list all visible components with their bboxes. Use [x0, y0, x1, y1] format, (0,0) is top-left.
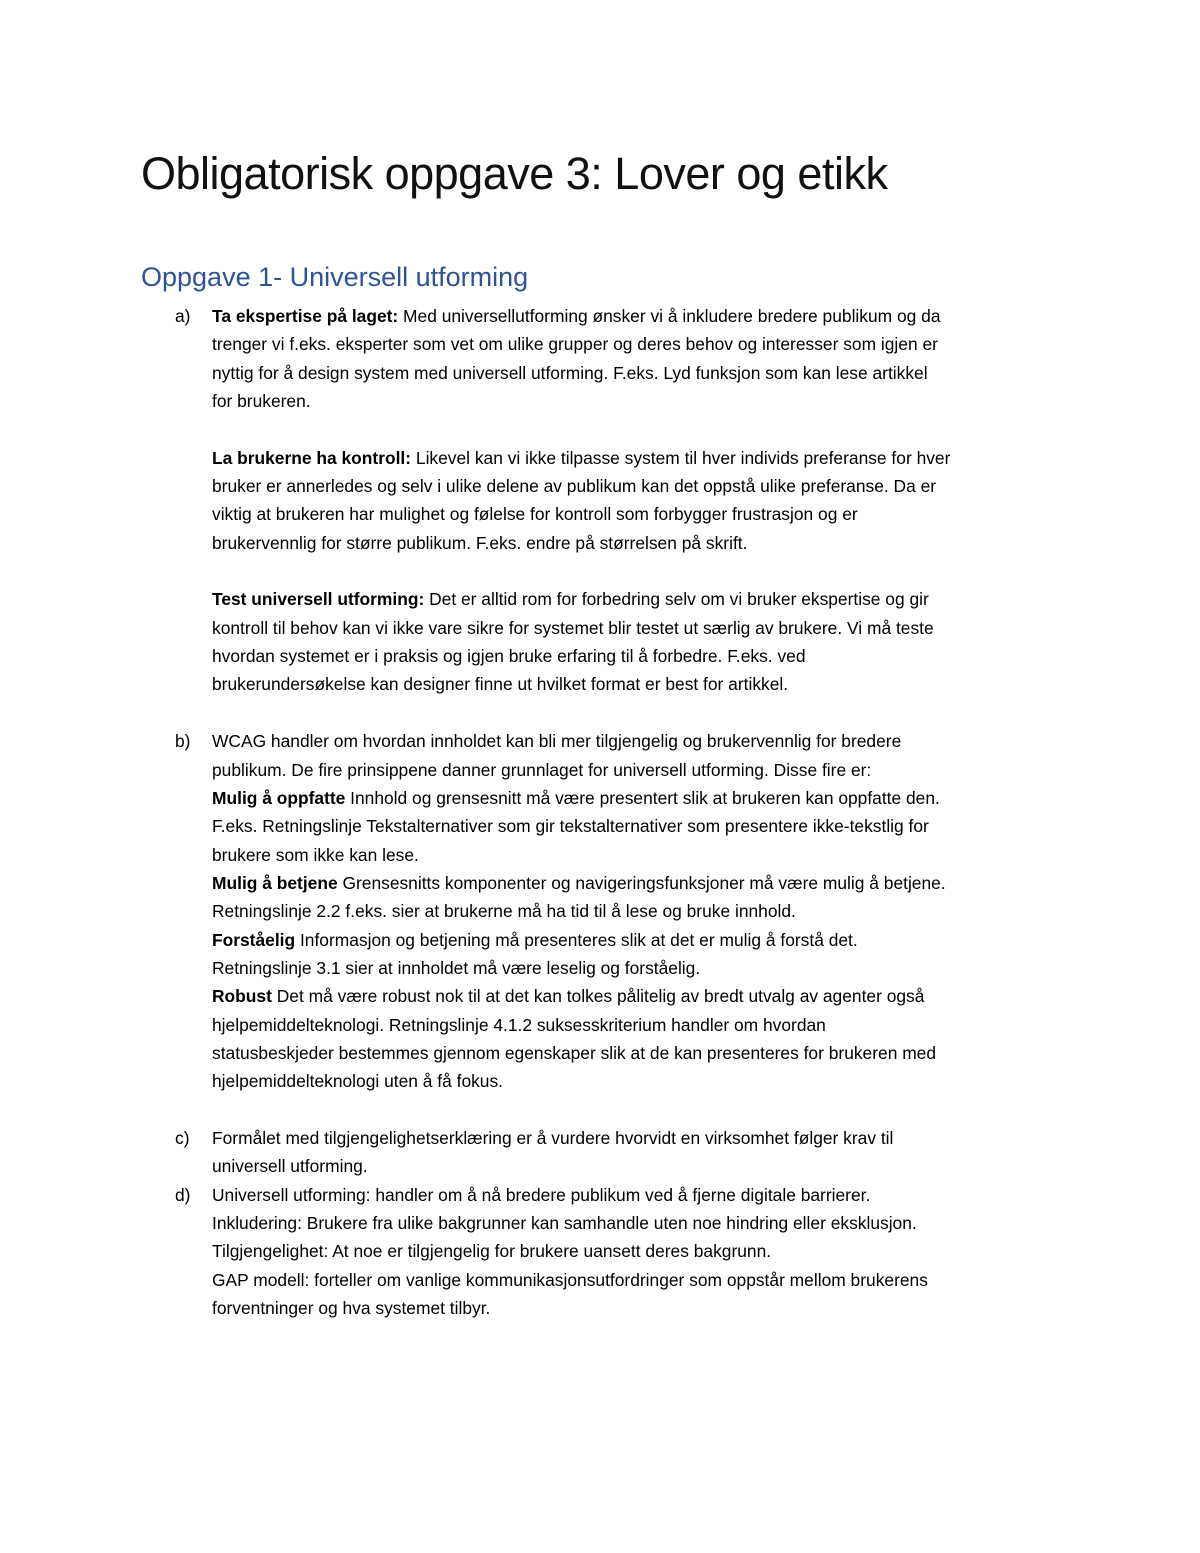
text-run: nyttig for å design system med universell utforming. F.eks. Lyd funksjon som kan lese artikkel: [212, 362, 928, 383]
text-line: [0, 670, 1200, 698]
text-run: Det er alltid rom for forbedring selv om vi bruker ekspertise og gir: [424, 589, 929, 610]
text-line: [0, 812, 1200, 840]
text-run: Det må være robust nok til at det kan tolkes pålitelig av bredt utvalg av agenter også: [271, 986, 925, 1007]
list-marker: b): [175, 731, 191, 752]
text-line: [0, 359, 1200, 387]
text-line: [0, 954, 1200, 982]
list-marker: a): [175, 306, 191, 326]
text-line: [0, 897, 1200, 925]
text-run: Retningslinje 2.2 f.eks. sier at brukerne må ha tid til å lese og bruke innhold.: [212, 901, 796, 922]
text-run: Grensesnitts komponenter og navigeringsfunksjoner må være mulig å betjene.: [337, 872, 946, 893]
bold-term: Mulig å oppfatte: [212, 787, 346, 808]
text-run: Informasjon og betjening må presenteres slik at det er mulig å forstå det.: [295, 929, 858, 950]
text-run: publikum. De fire prinsippene danner grunnlaget for universell utforming. Disse fire er:: [212, 759, 872, 780]
text-run: Innhold og grensesnitt må være presentert slik at brukeren kan oppfatte den.: [345, 787, 940, 808]
blank-line: [0, 557, 1200, 585]
bold-term: Forståelig: [212, 929, 296, 950]
text-run: Tilgjengelighet: At noe er tilgjengelig for brukere uansett deres bakgrunn.: [212, 1241, 772, 1262]
text-run: WCAG handler om hvordan innholdet kan bli mer tilgjengelig og brukervennlig for bredere: [212, 731, 902, 752]
text-line: [0, 1067, 1200, 1095]
text-line: [0, 1181, 1200, 1209]
text-run: Inkludering: Brukere fra ulike bakgrunner kan samhandle uten noe hindring eller eksklusjon.: [212, 1213, 917, 1233]
text-run: Universell utforming: handler om å nå bredere publikum ved å fjerne digitale barrierer.: [212, 1184, 871, 1205]
text-line: [0, 614, 1200, 642]
list-marker: d): [175, 1184, 191, 1205]
text-line: [0, 1124, 1200, 1152]
bold-term: Mulig å betjene: [212, 872, 338, 893]
text-line: [0, 472, 1200, 500]
text-run: hvordan systemet er i praksis og igjen bruke erfaring til å forbedre. F.eks. ved: [212, 646, 806, 667]
text-run: kontroll til behov kan vi ikke vare sikre for systemet blir testet ut særlig av brukere. Vi må teste: [212, 617, 934, 638]
text-run: F.eks. Retningslinje Tekstalternativer som gir tekstalternativer som presentere ikke-tekstlig for: [212, 816, 929, 837]
text-run: bruker er annerledes og selv i ulike delene av publikum kan det oppstå ulike preferanse. Da er: [212, 476, 937, 497]
section-heading: Oppgave 1- Universell utforming: [141, 262, 529, 292]
text-line: [0, 926, 1200, 954]
text-run: hjelpemiddelteknologi. Retningslinje 4.1.2 suksesskriterium handler om hvordan: [212, 1014, 826, 1035]
blank-line: [0, 1096, 1200, 1124]
text-run: for brukeren.: [212, 391, 311, 412]
text-run: viktig at brukeren har mulighet og følelse for kontroll som forbygger frustrasjon og er: [212, 504, 858, 525]
text-run: brukerundersøkelse kan designer finne ut hvilket format er best for artikkel.: [212, 674, 789, 695]
text-line: [0, 1011, 1200, 1039]
text-run: brukervennlig for større publikum. F.eks. endre på størrelsen på skrift.: [212, 532, 748, 553]
text-line: [0, 1152, 1200, 1180]
text-line: [0, 841, 1200, 869]
text-line: [0, 585, 1200, 613]
text-line: [0, 1039, 1200, 1067]
text-line: [0, 387, 1200, 415]
text-line: [0, 444, 1200, 472]
document-body: [0, 302, 1200, 1322]
text-line: [0, 982, 1200, 1010]
text-run: trenger vi f.eks. eksperter som vet om ulike grupper og deres behov og interesser som igjen er: [212, 334, 938, 355]
text-run: GAP modell: forteller om vanlige kommunikasjonsutfordringer som oppstår mellom brukerens: [212, 1269, 928, 1290]
blank-line: [0, 699, 1200, 727]
text-line: [0, 869, 1200, 897]
text-line: [0, 642, 1200, 670]
text-line: [0, 727, 1200, 755]
text-line: [0, 302, 1200, 330]
text-line: [0, 330, 1200, 358]
text-line: [0, 1294, 1200, 1322]
bold-term: La brukerne ha kontroll:: [212, 447, 412, 468]
text-line: [0, 529, 1200, 557]
text-run: Med universellutforming ønsker vi å inkludere bredere publikum og da: [398, 306, 941, 326]
text-run: Likevel kan vi ikke tilpasse system til hver individs preferanse for hver: [411, 447, 951, 468]
bold-term: Ta ekspertise på laget:: [212, 306, 399, 326]
text-run: universell utforming.: [212, 1156, 368, 1177]
text-run: brukere som ikke kan lese.: [212, 844, 419, 865]
text-run: forventninger og hva systemet tilbyr.: [212, 1298, 491, 1319]
text-line: [0, 1266, 1200, 1294]
document-title: Obligatorisk oppgave 3: Lover og etikk: [141, 148, 888, 199]
text-run: hjelpemiddelteknologi uten å få fokus.: [212, 1071, 504, 1092]
bold-term: Robust: [212, 986, 272, 1007]
list-marker: c): [175, 1127, 190, 1148]
text-run: Retningslinje 3.1 sier at innholdet må være leselig og forståelig.: [212, 957, 701, 978]
text-line: [0, 756, 1200, 784]
text-line: [0, 1209, 1200, 1237]
text-line: [0, 784, 1200, 812]
text-line: [0, 500, 1200, 528]
text-line: [0, 1237, 1200, 1265]
bold-term: Test universell utforming:: [212, 589, 425, 610]
text-run: statusbeskjeder bestemmes gjennom egenskaper slik at de kan presenteres for brukeren med: [212, 1042, 937, 1063]
text-run: Formålet med tilgjengelighetserklæring er å vurdere hvorvidt en virksomhet følger krav til: [212, 1127, 894, 1148]
blank-line: [0, 415, 1200, 443]
